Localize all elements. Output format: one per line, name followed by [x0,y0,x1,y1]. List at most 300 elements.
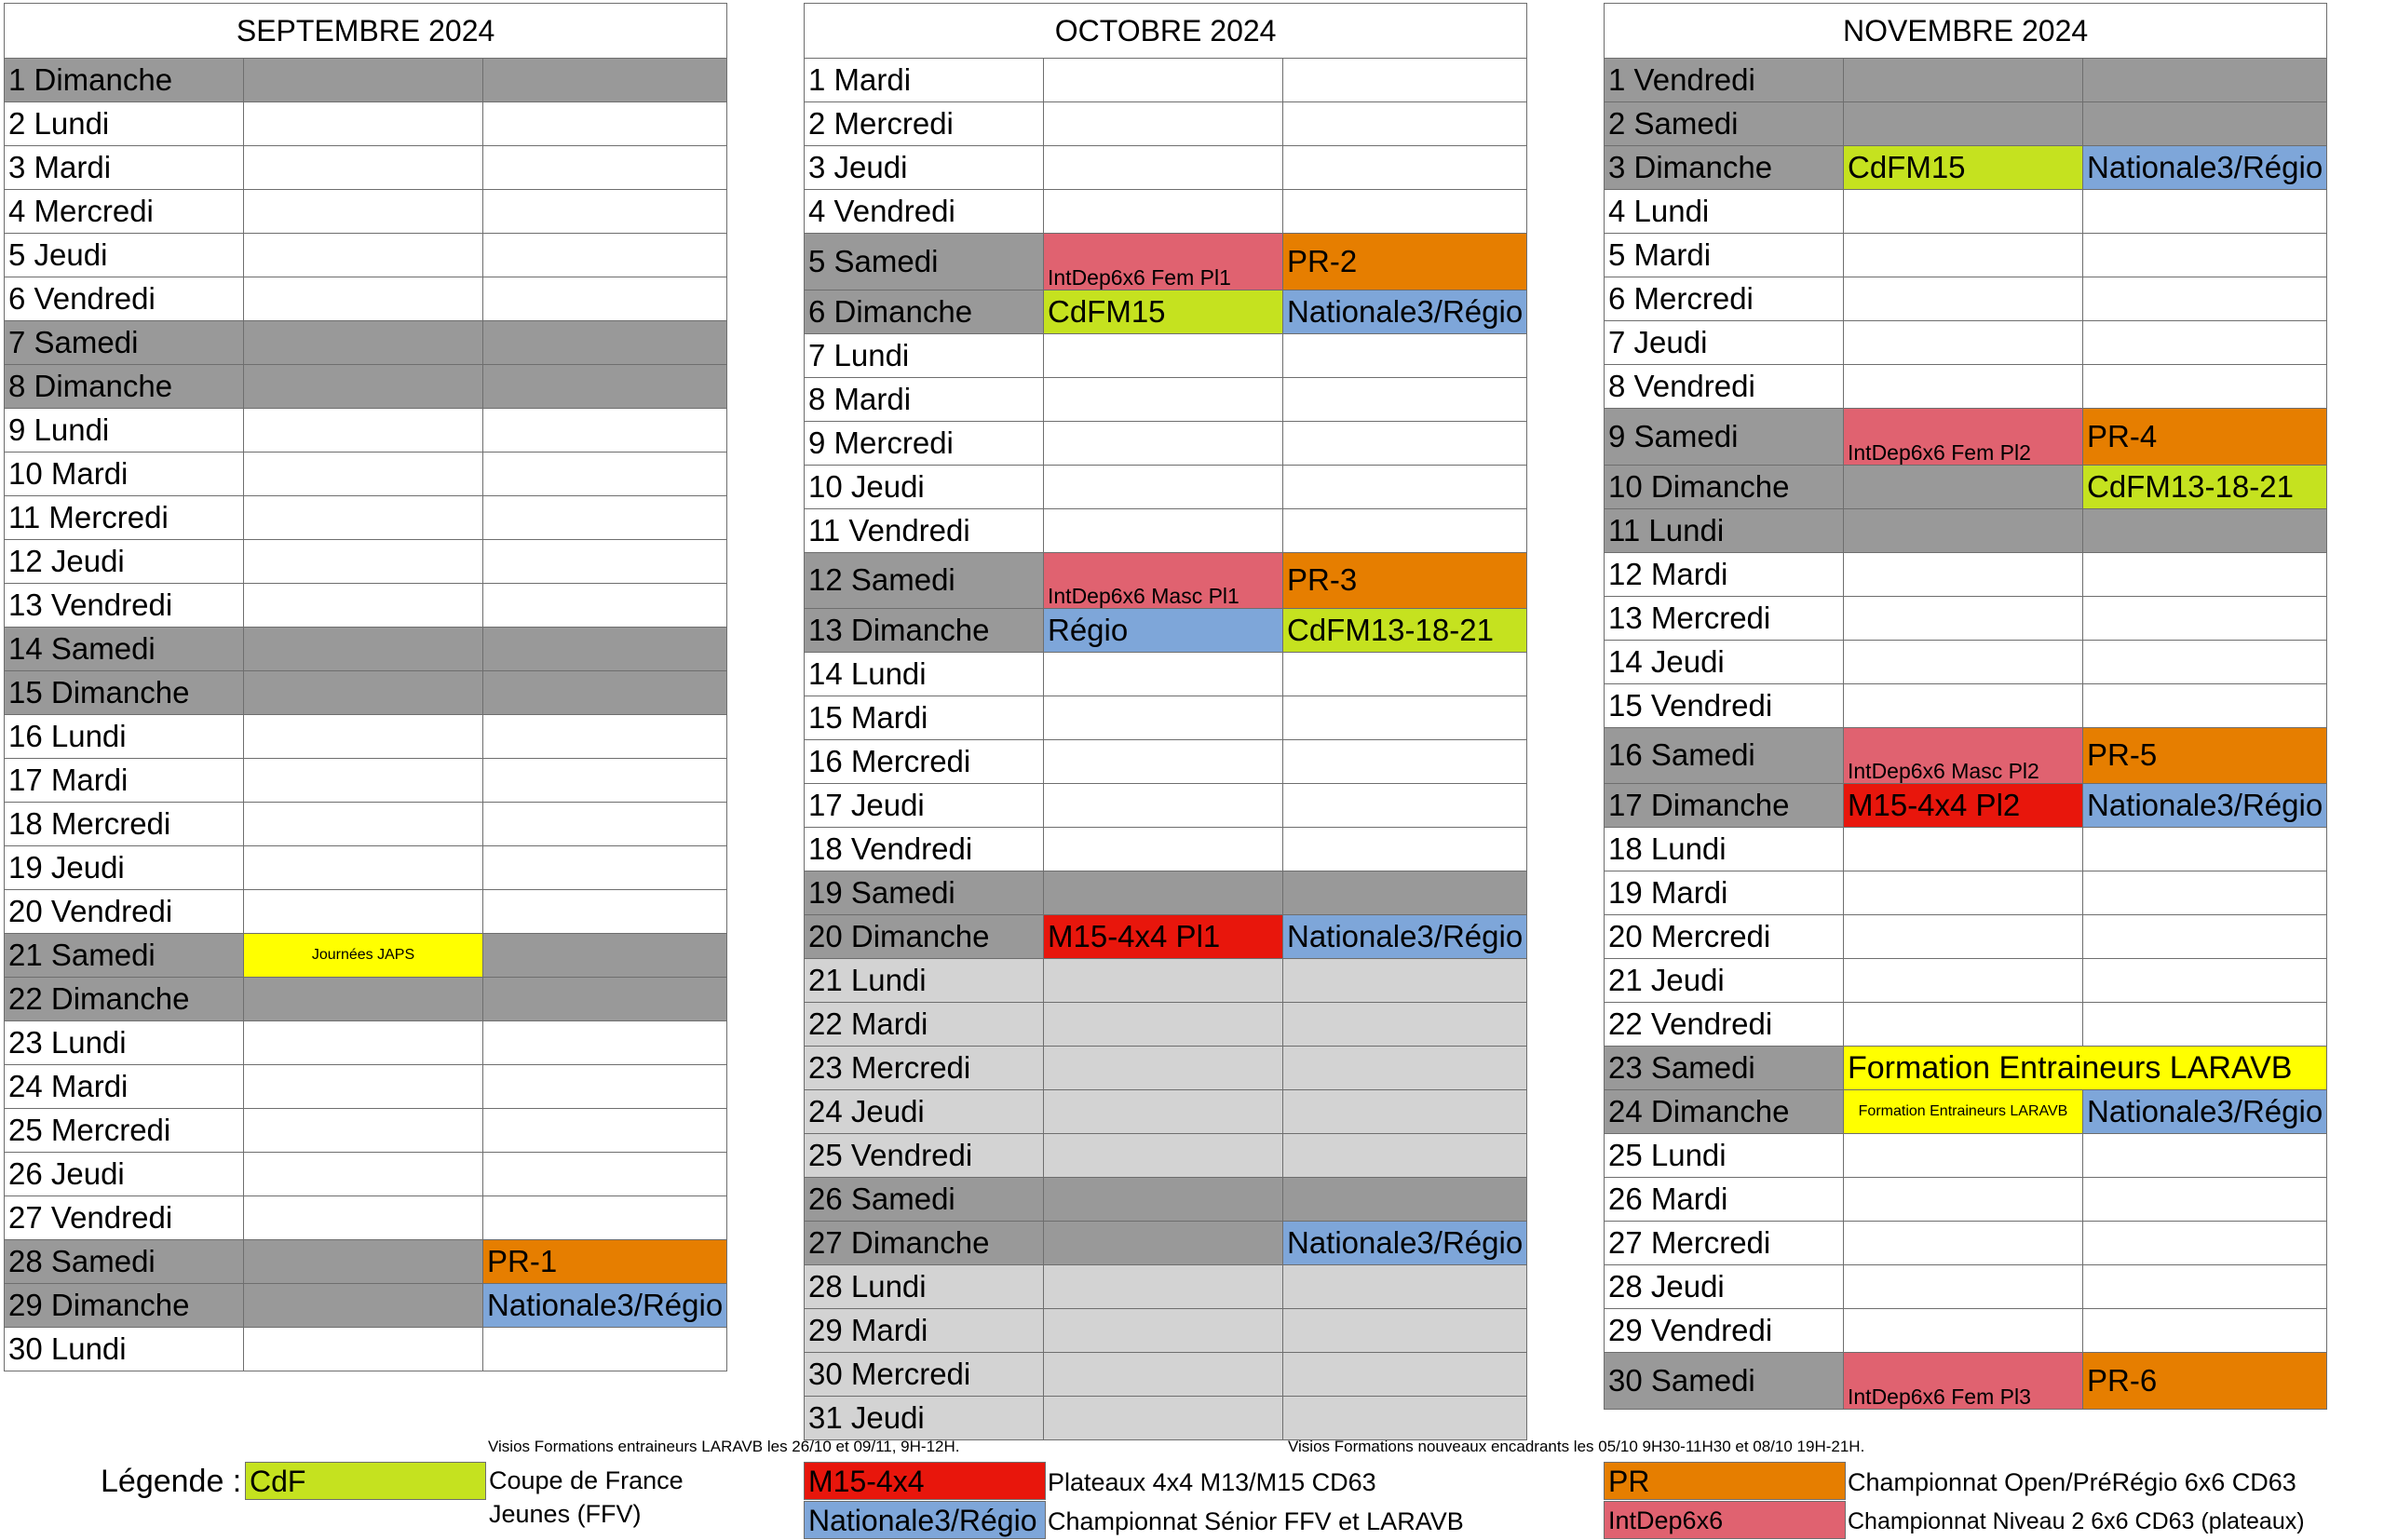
day-row [805,59,1527,102]
empty-cell [1844,596,2083,640]
event-cell: Nationale3/Régio [1283,1222,1527,1265]
day-row [1605,784,2327,828]
empty-cell [483,496,727,540]
legend-box-m15: M15-4x4 [804,1462,1046,1500]
day-row [5,1328,727,1371]
empty-cell [1044,190,1283,234]
day-label: 8 Dimanche [5,365,244,409]
month-october [804,3,1527,1440]
day-label: 23 Lundi [5,1021,244,1065]
day-row [1605,321,2327,365]
empty-cell [483,409,727,453]
empty-cell [1044,871,1283,915]
day-row [5,1240,727,1284]
day-label: 12 Samedi [805,552,1044,609]
day-label: 9 Samedi [1605,409,1844,466]
empty-cell [483,1021,727,1065]
day-label: 6 Mercredi [1605,277,1844,321]
empty-cell [483,628,727,671]
day-row [805,740,1527,784]
empty-cell [1044,1178,1283,1222]
day-row [5,190,727,234]
day-label: 21 Lundi [805,959,1044,1003]
legend-desc-m15: Plateaux 4x4 M13/M15 CD63 [1048,1468,1376,1496]
day-row [5,1196,727,1240]
day-row [5,59,727,102]
empty-cell [1044,377,1283,421]
empty-cell [244,1284,483,1328]
empty-cell [1844,552,2083,596]
empty-cell [1044,1134,1283,1178]
day-label: 30 Mercredi [805,1353,1044,1397]
empty-cell [1044,146,1283,190]
day-label: 22 Vendredi [1605,1003,1844,1047]
empty-cell [1044,59,1283,102]
day-row [5,803,727,846]
day-label: 5 Jeudi [5,234,244,277]
empty-cell [1283,1134,1527,1178]
event-cell: IntDep6x6 Masc Pl2 [1844,727,2083,784]
day-row [805,1003,1527,1047]
empty-cell [483,584,727,628]
day-label: 18 Lundi [1605,828,1844,871]
day-row [5,540,727,584]
empty-cell [2083,640,2327,683]
event-cell: CdFM15 [1844,146,2083,190]
event-cell: Nationale3/Régio [483,1284,727,1328]
empty-cell [1283,59,1527,102]
empty-cell [1844,871,2083,915]
empty-cell [1044,1003,1283,1047]
event-cell: PR-4 [2083,409,2327,466]
empty-cell [244,890,483,934]
empty-cell [1283,102,1527,146]
empty-cell [244,978,483,1021]
empty-cell [1844,1134,2083,1178]
empty-cell [483,321,727,365]
empty-cell [1844,1178,2083,1222]
empty-cell [2083,915,2327,959]
empty-cell [483,759,727,803]
day-row [1605,59,2327,102]
event-cell: Nationale3/Régio [1283,915,1527,959]
legend-box-nationale: Nationale3/Régio [804,1501,1046,1539]
empty-cell [1844,683,2083,727]
empty-cell [1044,465,1283,508]
empty-cell [1044,696,1283,740]
day-label: 13 Vendredi [5,584,244,628]
empty-cell [244,59,483,102]
month-title: SEPTEMBRE 2024 [5,4,727,59]
day-label: 1 Mardi [805,59,1044,102]
day-label: 2 Lundi [5,102,244,146]
day-row [805,234,1527,290]
day-row [805,828,1527,871]
day-row [5,1109,727,1153]
day-label: 30 Samedi [1605,1353,1844,1410]
empty-cell [244,628,483,671]
day-label: 25 Mercredi [5,1109,244,1153]
day-label: 8 Vendredi [1605,365,1844,409]
event-cell: IntDep6x6 Fem Pl1 [1044,234,1283,290]
day-label: 3 Jeudi [805,146,1044,190]
empty-cell [2083,508,2327,552]
day-label: 3 Dimanche [1605,146,1844,190]
day-row [1605,1309,2327,1353]
empty-cell [1844,102,2083,146]
empty-cell [483,934,727,978]
day-row [805,1265,1527,1309]
empty-cell [2083,1178,2327,1222]
day-label: 16 Mercredi [805,740,1044,784]
day-label: 18 Vendredi [805,828,1044,871]
empty-cell [1044,1222,1283,1265]
day-row [805,146,1527,190]
day-row [805,1134,1527,1178]
day-label: 28 Jeudi [1605,1265,1844,1309]
empty-cell [483,540,727,584]
legend-box-cdf: CdF [245,1462,486,1500]
day-row [1605,828,2327,871]
day-row [5,496,727,540]
empty-cell [2083,190,2327,234]
empty-cell [244,803,483,846]
empty-cell [1283,1003,1527,1047]
day-label: 27 Dimanche [805,1222,1044,1265]
empty-cell [1044,508,1283,552]
day-label: 20 Mercredi [1605,915,1844,959]
day-label: 29 Dimanche [5,1284,244,1328]
empty-cell [1283,421,1527,465]
empty-cell [1044,740,1283,784]
empty-cell [2083,1222,2327,1265]
empty-cell [2083,828,2327,871]
legend-note-left: Visios Formations entraineurs LARAVB les 26/10 et 09/11, 9H-12H. [488,1438,960,1455]
empty-cell [1283,1178,1527,1222]
day-label: 28 Lundi [805,1265,1044,1309]
day-row [5,715,727,759]
day-row [805,421,1527,465]
day-row [5,1021,727,1065]
day-label: 19 Jeudi [5,846,244,890]
empty-cell [1283,1047,1527,1090]
legend-label: Légende : [101,1464,242,1499]
day-label: 11 Vendredi [805,508,1044,552]
legend-desc-cdf-text: Coupe de France Jeunes (FFV) [489,1466,684,1528]
day-label: 25 Vendredi [805,1134,1044,1178]
empty-cell [244,1328,483,1371]
empty-cell [244,321,483,365]
empty-cell [1844,1222,2083,1265]
empty-cell [244,1240,483,1284]
empty-cell [1844,640,2083,683]
day-label: 8 Mardi [805,377,1044,421]
empty-cell [1283,959,1527,1003]
empty-cell [1283,190,1527,234]
day-row [805,915,1527,959]
day-row [1605,1047,2327,1090]
day-label: 14 Lundi [805,653,1044,696]
month-september [4,3,727,1371]
empty-cell [2083,1309,2327,1353]
day-row [5,277,727,321]
empty-cell [1044,1353,1283,1397]
empty-cell [1283,1090,1527,1134]
empty-cell [244,759,483,803]
empty-cell [483,890,727,934]
empty-cell [1844,915,2083,959]
day-label: 27 Vendredi [5,1196,244,1240]
event-cell: IntDep6x6 Fem Pl3 [1844,1353,2083,1410]
day-row [1605,727,2327,784]
day-row [1605,277,2327,321]
day-label: 14 Samedi [5,628,244,671]
day-label: 20 Vendredi [5,890,244,934]
day-row [805,1047,1527,1090]
empty-cell [244,146,483,190]
empty-cell [2083,102,2327,146]
legend-desc-pr: Championnat Open/PréRégio 6x6 CD63 [1848,1468,2296,1496]
empty-cell [1283,696,1527,740]
empty-cell [244,496,483,540]
empty-cell [244,190,483,234]
day-row [5,759,727,803]
empty-cell [483,1109,727,1153]
day-row [1605,915,2327,959]
event-cell: CdFM15 [1044,290,1283,333]
empty-cell [2083,871,2327,915]
day-label: 22 Dimanche [5,978,244,1021]
day-label: 7 Lundi [805,333,1044,377]
legend-desc-nationale: Championnat Sénior FFV et LARAVB [1048,1507,1464,1535]
legend-box-pr: PR [1604,1462,1846,1500]
day-label: 10 Mardi [5,453,244,496]
empty-cell [2083,1265,2327,1309]
day-row [5,1065,727,1109]
empty-cell [2083,596,2327,640]
day-label: 26 Jeudi [5,1153,244,1196]
day-row [805,333,1527,377]
day-label: 24 Mardi [5,1065,244,1109]
empty-cell [244,1021,483,1065]
event-cell: IntDep6x6 Fem Pl2 [1844,409,2083,466]
day-row [1605,1090,2327,1134]
day-row [805,871,1527,915]
empty-cell [244,277,483,321]
empty-cell [2083,277,2327,321]
day-label: 4 Lundi [1605,190,1844,234]
day-label: 17 Mardi [5,759,244,803]
empty-cell [1283,784,1527,828]
day-label: 24 Jeudi [805,1090,1044,1134]
day-label: 4 Vendredi [805,190,1044,234]
day-label: 1 Vendredi [1605,59,1844,102]
day-label: 13 Mercredi [1605,596,1844,640]
legend-box-intdep: IntDep6x6 [1604,1501,1846,1539]
day-label: 21 Jeudi [1605,959,1844,1003]
day-row [1605,146,2327,190]
day-label: 2 Mercredi [805,102,1044,146]
day-row [805,508,1527,552]
empty-cell [1844,465,2083,508]
empty-cell [1283,828,1527,871]
day-row [1605,1265,2327,1309]
day-label: 29 Vendredi [1605,1309,1844,1353]
day-row [5,365,727,409]
event-cell: Nationale3/Régio [2083,784,2327,828]
day-label: 22 Mardi [805,1003,1044,1047]
day-label: 3 Mardi [5,146,244,190]
event-cell: PR-5 [2083,727,2327,784]
empty-cell [2083,321,2327,365]
day-row [805,1353,1527,1397]
event-cell: Nationale3/Régio [2083,1090,2327,1134]
day-row [805,959,1527,1003]
empty-cell [1283,740,1527,784]
empty-cell [1283,146,1527,190]
event-cell: Formation Entraineurs LARAVB [1844,1090,2083,1134]
event-cell: Nationale3/Régio [2083,146,2327,190]
day-label: 17 Dimanche [1605,784,1844,828]
day-row [5,102,727,146]
day-row [805,784,1527,828]
day-row [5,978,727,1021]
month-november [1604,3,2327,1410]
empty-cell [483,1153,727,1196]
empty-cell [483,671,727,715]
day-label: 10 Dimanche [1605,465,1844,508]
day-row [805,190,1527,234]
day-label: 7 Samedi [5,321,244,365]
day-row [1605,871,2327,915]
empty-cell [244,715,483,759]
day-row [805,465,1527,508]
day-row [5,934,727,978]
day-row [1605,959,2327,1003]
day-row [1605,552,2327,596]
day-label: 10 Jeudi [805,465,1044,508]
empty-cell [1044,1265,1283,1309]
empty-cell [2083,959,2327,1003]
empty-cell [1283,1265,1527,1309]
event-cell: CdFM13-18-21 [2083,465,2327,508]
day-label: 13 Dimanche [805,609,1044,653]
empty-cell [244,365,483,409]
day-row [1605,102,2327,146]
event-cell: Régio [1044,609,1283,653]
empty-cell [483,146,727,190]
day-label: 1 Dimanche [5,59,244,102]
empty-cell [1044,653,1283,696]
day-label: 5 Samedi [805,234,1044,290]
day-label: 17 Jeudi [805,784,1044,828]
event-cell: M15-4x4 Pl1 [1044,915,1283,959]
day-label: 11 Mercredi [5,496,244,540]
empty-cell [483,277,727,321]
empty-cell [1044,421,1283,465]
day-row [1605,190,2327,234]
day-row [5,146,727,190]
event-cell: IntDep6x6 Masc Pl1 [1044,552,1283,609]
empty-cell [483,453,727,496]
day-row [805,102,1527,146]
empty-cell [483,1065,727,1109]
day-row [805,377,1527,421]
day-row [805,552,1527,609]
empty-cell [483,978,727,1021]
day-row [805,1090,1527,1134]
empty-cell [2083,683,2327,727]
day-label: 31 Jeudi [805,1397,1044,1440]
day-row [5,234,727,277]
day-label: 30 Lundi [5,1328,244,1371]
empty-cell [1044,1047,1283,1090]
day-row [805,653,1527,696]
empty-cell [1044,333,1283,377]
empty-cell [483,234,727,277]
day-label: 5 Mardi [1605,234,1844,277]
day-label: 16 Samedi [1605,727,1844,784]
day-label: 6 Dimanche [805,290,1044,333]
event-cell: PR-2 [1283,234,1527,290]
day-row [1605,596,2327,640]
day-label: 6 Vendredi [5,277,244,321]
empty-cell [244,409,483,453]
empty-cell [483,1328,727,1371]
empty-cell [483,803,727,846]
empty-cell [1283,333,1527,377]
day-row [5,628,727,671]
day-row [1605,1222,2327,1265]
event-cell: CdFM13-18-21 [1283,609,1527,653]
empty-cell [1844,959,2083,1003]
empty-cell [483,1196,727,1240]
day-label: 24 Dimanche [1605,1090,1844,1134]
empty-cell [1044,1090,1283,1134]
empty-cell [1283,377,1527,421]
day-row [1605,1003,2327,1047]
legend-desc-cdf [489,1464,684,1531]
empty-cell [244,453,483,496]
empty-cell [2083,1003,2327,1047]
day-label: 12 Mardi [1605,552,1844,596]
empty-cell [483,846,727,890]
empty-cell [1844,277,2083,321]
day-row [805,1178,1527,1222]
legend-desc-intdep: Championnat Niveau 2 6x6 CD63 (plateaux) [1848,1508,2305,1534]
empty-cell [1044,102,1283,146]
day-label: 23 Samedi [1605,1047,1844,1090]
day-label: 9 Lundi [5,409,244,453]
day-row [5,584,727,628]
event-cell: M15-4x4 Pl2 [1844,784,2083,828]
empty-cell [1283,871,1527,915]
month-title: OCTOBRE 2024 [805,4,1527,59]
day-label: 15 Dimanche [5,671,244,715]
event-cell: Journées JAPS [244,934,483,978]
empty-cell [2083,1134,2327,1178]
empty-cell [483,715,727,759]
day-label: 15 Vendredi [1605,683,1844,727]
day-label: 23 Mercredi [805,1047,1044,1090]
empty-cell [244,1109,483,1153]
event-cell: PR-6 [2083,1353,2327,1410]
day-label: 27 Mercredi [1605,1222,1844,1265]
event-cell: PR-1 [483,1240,727,1284]
day-label: 2 Samedi [1605,102,1844,146]
empty-cell [2083,365,2327,409]
empty-cell [1844,190,2083,234]
